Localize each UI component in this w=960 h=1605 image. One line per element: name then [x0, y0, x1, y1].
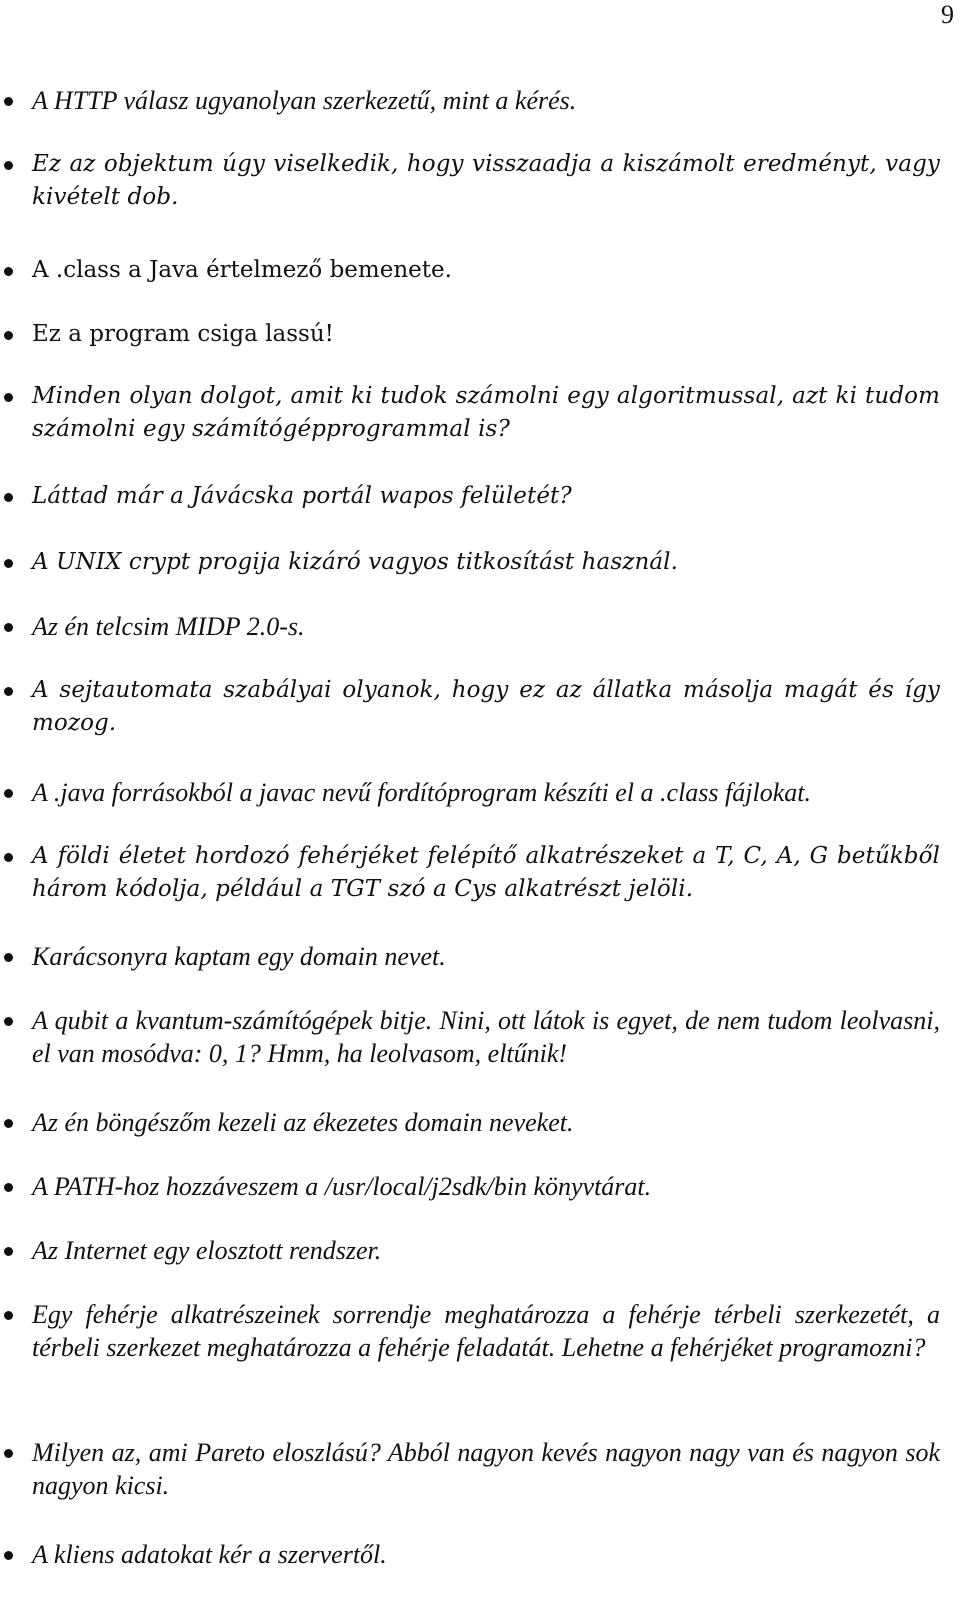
- list-item-text: Ez az objektum úgy viselkedik, hogy visszaadja a kiszámolt eredményt, vagy kivételt dob.: [32, 151, 940, 210]
- bullet-icon: [4, 559, 13, 568]
- bullet-icon: [4, 1311, 13, 1320]
- list-item-text: A földi életet hordozó fehérjéket felépítő alkatrészeket a T, C, A, G betűkből három kódolja, például a TGT szó a Cys alkatrészt jelöli.: [32, 843, 940, 902]
- bullet-icon: [4, 853, 13, 862]
- bullet-icon: [4, 1449, 13, 1458]
- bullet-icon: [4, 623, 13, 632]
- bullet-icon: [4, 953, 13, 962]
- list-item-text: A sejtautomata szabályai olyanok, hogy ez az állatka másolja magát és így mozog.: [32, 677, 940, 736]
- bullet-icon: [4, 1119, 13, 1128]
- bullet-icon: [4, 393, 13, 402]
- list-item-text: Láttad már a Jávácska portál wapos felületét?: [32, 483, 572, 509]
- list-item-text: Az én böngészőm kezeli az ékezetes domain neveket.: [32, 1108, 574, 1137]
- list-item-text: Minden olyan dolgot, amit ki tudok számolni egy algoritmussal, azt ki tudom számolni egy számítógépprogrammal is?: [32, 383, 940, 442]
- list-item-text: A qubit a kvantum-számítógépek bitje. Nini, ott látok is egyet, de nem tudom leolvasni, el van mosódva: 0, 1? Hmm, ha leolvasom, eltűnik!: [32, 1006, 940, 1068]
- list-item-text: A kliens adatokat kér a szervertől.: [32, 1540, 387, 1569]
- list-item-text: Karácsonyra kaptam egy domain nevet.: [32, 942, 446, 971]
- bullet-icon: [4, 331, 13, 340]
- bullet-icon: [4, 789, 13, 798]
- list-item-text: Milyen az, ami Pareto eloszlású? Abból nagyon kevés nagyon nagy van és nagyon sok nagyon kicsi.: [32, 1438, 940, 1500]
- list-item-text: A HTTP válasz ugyanolyan szerkezetű, mint a kérés.: [32, 86, 577, 115]
- list-item-text: Ez a program csiga lassú!: [32, 321, 334, 347]
- bullet-icon: [4, 1183, 13, 1192]
- bullet-icon: [4, 1247, 13, 1256]
- list-item-text: Egy fehérje alkatrészeinek sorrendje meghatározza a fehérje térbeli szerkezetét, a térbeli szerkezet meghatározza a fehérje feladatát. Lehetne a fehérjéket programozni?: [32, 1300, 940, 1362]
- list-item-text: Az Internet egy elosztott rendszer.: [32, 1236, 382, 1265]
- list-item-text: A .class a Java értelmező bemenete.: [32, 257, 452, 283]
- bullet-icon: [4, 1551, 13, 1560]
- bullet-icon: [4, 97, 13, 106]
- bullet-icon: [4, 267, 13, 276]
- list-item-text: Az én telcsim MIDP 2.0-s.: [32, 612, 305, 641]
- bullet-icon: [4, 161, 13, 170]
- bullet-icon: [4, 1017, 13, 1026]
- page-number: 9: [941, 0, 954, 29]
- list-item-text: A UNIX crypt progija kizáró vagyos titkosítást használ.: [32, 549, 679, 575]
- bullet-icon: [4, 687, 13, 696]
- bullet-icon: [4, 493, 13, 502]
- list-item-text: A PATH-hoz hozzáveszem a /usr/local/j2sdk/bin könyvtárat.: [32, 1172, 652, 1201]
- list-item-text: A .java forrásokból a javac nevű fordítóprogram készíti el a .class fájlokat.: [32, 778, 811, 807]
